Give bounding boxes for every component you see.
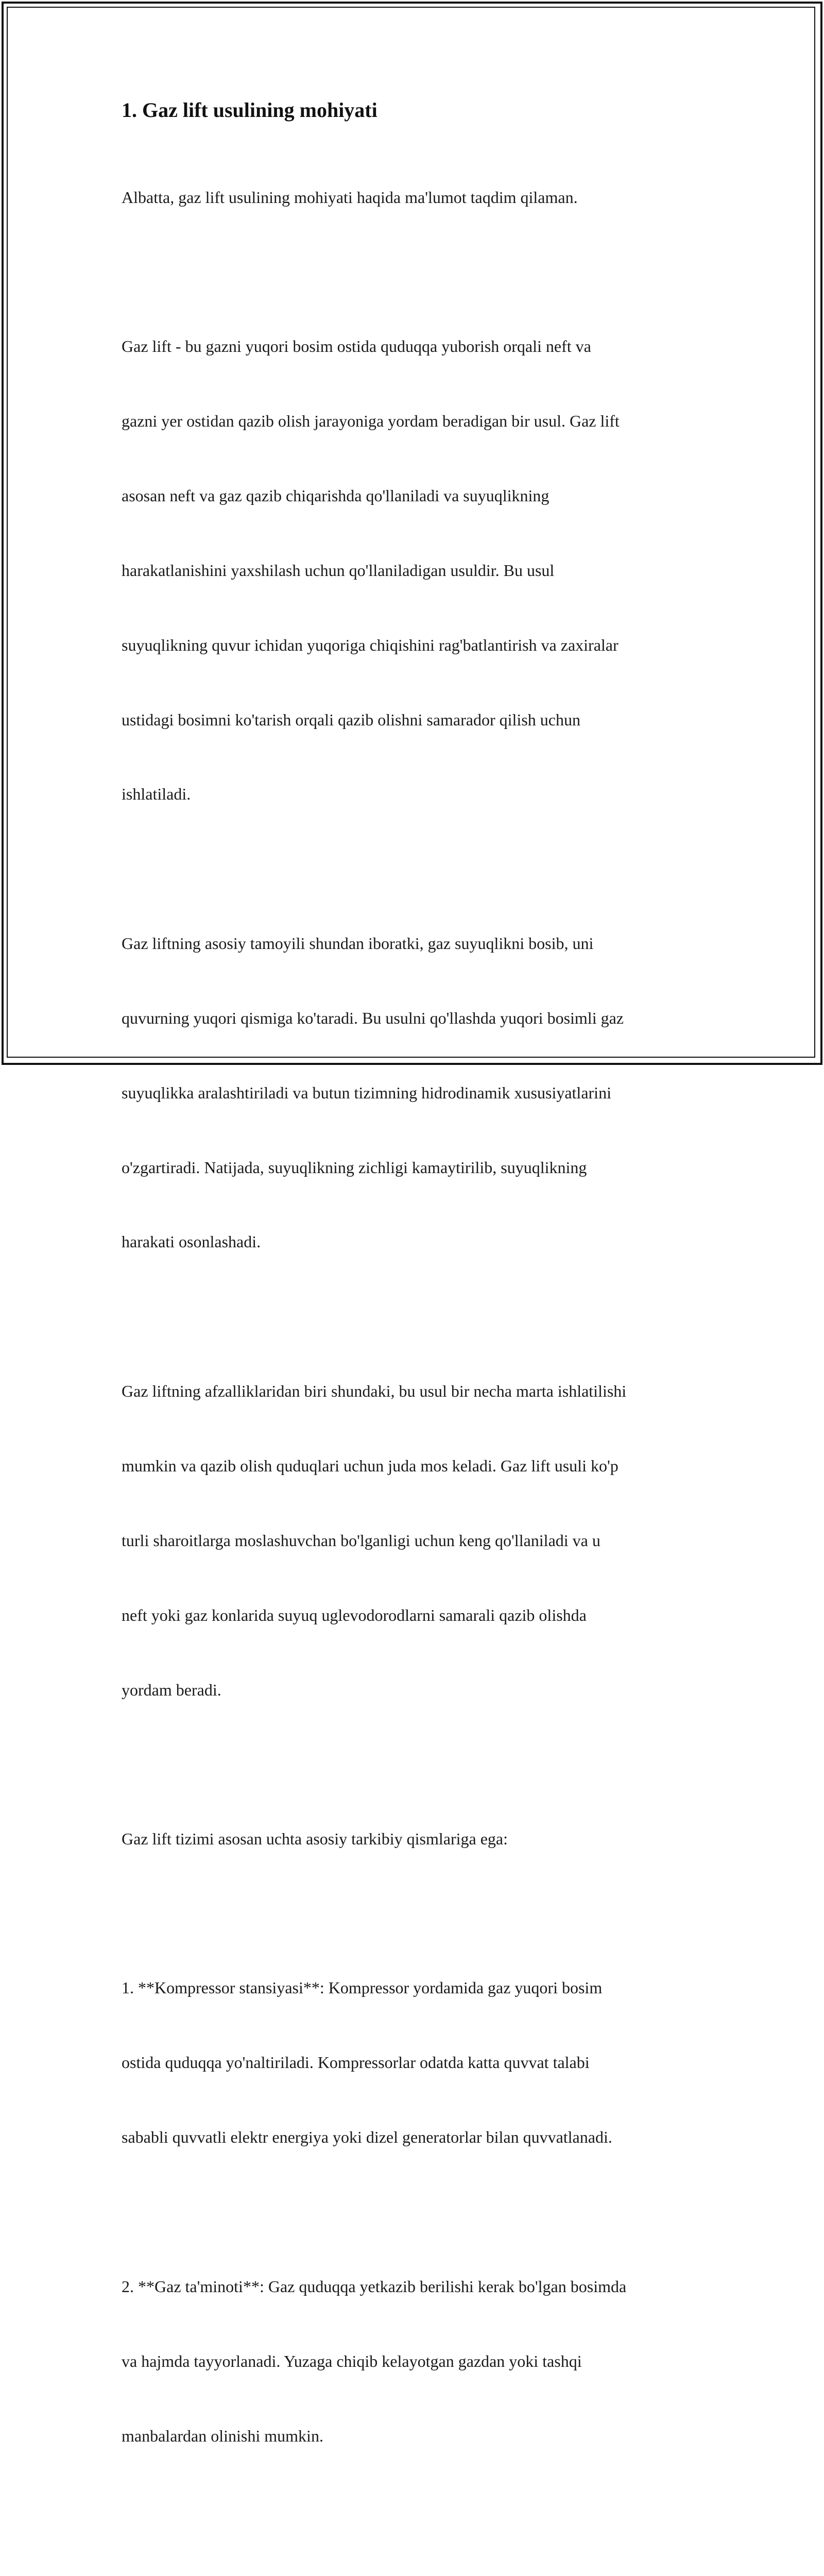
text-line: harakatlanishini yaxshilash uchun qo'llaniladigan usuldir. Bu usul	[122, 561, 555, 580]
text-line: harakati osonlashadi.	[122, 1232, 261, 1251]
paragraph-intro	[122, 135, 709, 259]
text-line: ishlatiladi.	[122, 785, 191, 804]
text-line: o'zgartiradi. Natijada, suyuqlikning zichligi kamaytirilib, suyuqlikning	[122, 1158, 587, 1177]
paragraph-components-intro	[122, 1776, 709, 1901]
text-line: Gaz liftning afzalliklaridan biri shundaki, bu usul bir necha marta ishlatilishi	[122, 1381, 627, 1400]
text-line: suyuqlikka aralashtiriladi va butun tizimning hidrodinamik xususiyatlarini	[122, 1083, 611, 1102]
text-line: Gaz lift tizimi asosan uchta asosiy tarkibiy qismlariga ega:	[122, 1829, 508, 1848]
paragraph-advantages	[122, 1329, 709, 1752]
text-line: 2. **Gaz ta'minoti**: Gaz quduqqa yetkazib berilishi kerak bo'lgan bosimda	[122, 2277, 627, 2296]
text-line: quvurning yuqori qismiga ko'taradi. Bu usulni qo'llashda yuqori bosimli gaz	[122, 1008, 624, 1027]
text-line: gazni yer ostidan qazib olish jarayoniga yordam beradigan bir usul. Gaz lift	[122, 411, 620, 430]
text-line: mumkin va qazib olish quduqlari uchun juda mos keladi. Gaz lift usuli ko'p	[122, 1456, 619, 1475]
text-line: ostida quduqqa yo'naltiriladi. Kompressorlar odatda katta quvvat talabi	[122, 2053, 590, 2072]
text-line: turli sharoitlarga moslashuvchan bo'lganligi uchun keng qo'llaniladi va u	[122, 1531, 600, 1550]
text-line: manbalardan olinishi mumkin.	[122, 2426, 323, 2445]
text-line: ustidagi bosimni ko'tarish orqali qazib olishni samarador qilish uchun	[122, 710, 580, 729]
text-line: Gaz liftning asosiy tamoyili shundan iboratki, gaz suyuqlikni bosib, uni	[122, 934, 594, 953]
list-item-compressor	[122, 1926, 709, 2199]
text-line: sababli quvvatli elektr energiya yoki dizel generatorlar bilan quvvatlanadi.	[122, 2128, 612, 2147]
page-title: 1. Gaz lift usulining mohiyati	[122, 98, 377, 122]
text-line: va hajmda tayyorlanadi. Yuzaga chiqib kelayotgan gazdan yoki tashqi	[122, 2351, 582, 2370]
paragraph-definition	[122, 284, 709, 856]
document-body	[122, 96, 709, 2576]
text-line: Albatta, gaz lift usulining mohiyati haqida ma'lumot taqdim qilaman.	[122, 188, 578, 207]
list-item-gas-supply	[122, 2224, 709, 2498]
text-line: asosan neft va gaz qazib chiqarishda qo'llaniladi va suyuqlikning	[122, 486, 550, 505]
text-line: Gaz lift - bu gazni yuqori bosim ostida quduqqa yuborish orqali neft va	[122, 337, 591, 356]
paragraph-principle	[122, 881, 709, 1304]
list-item-well-system	[122, 2522, 709, 2576]
text-line: suyuqlikning quvur ichidan yuqoriga chiqishini rag'batlantirish va zaxiralar	[122, 635, 619, 654]
text-line: neft yoki gaz konlarida suyuq uglevodorodlarni samarali qazib olishda	[122, 1605, 587, 1624]
text-line	[122, 2572, 709, 2576]
text-line: 1. **Kompressor stansiyasi**: Kompressor yordamida gaz yuqori bosim	[122, 1978, 603, 1997]
text-line: yordam beradi.	[122, 1680, 221, 1699]
